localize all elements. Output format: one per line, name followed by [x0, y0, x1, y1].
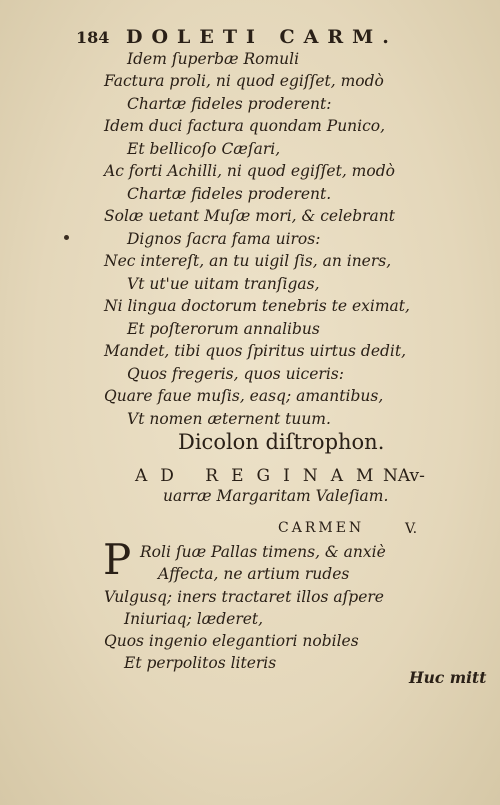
- poem-line: Et bellicoſo Cæſari,: [127, 140, 281, 158]
- poem-line: Nec intereſt, an tu uigil ſis, an iners,: [104, 252, 392, 270]
- drop-cap: P: [103, 535, 132, 584]
- poem-line: Affecta, ne artium rudes: [158, 565, 350, 583]
- poem-line: Quos fregeris, quos uiceris:: [127, 365, 344, 383]
- carmen-label: CARMEN: [278, 520, 365, 536]
- poem-line: Vt nomen æternent tuum.: [127, 410, 331, 428]
- addressee-continuation: uarræ Margaritam Valeſiam.: [163, 487, 389, 505]
- poem-line: Roli ſuæ Pallas timens, & anxiè: [140, 543, 386, 561]
- poem-line: Et perpolitos literis: [124, 654, 277, 672]
- addressee-heading-end: NAv-: [383, 466, 425, 486]
- poem-line: Vt ut'ue uitam tranſigas,: [127, 275, 320, 293]
- page-number: 184: [76, 28, 110, 47]
- poem-line: Ac forti Achilli, ni quod egiſſet, modò: [104, 162, 395, 180]
- ink-spot: [64, 235, 69, 240]
- poem-line: Mandet, tibi quos ſpiritus uirtus dedit,: [104, 342, 407, 360]
- poem-line: Solæ uetant Muſæ mori, & celebrant: [104, 207, 395, 225]
- poem-line: Quare faue muſis, easq; amantibus,: [104, 387, 384, 405]
- poem-line: Idem ſuperbæ Romuli: [127, 50, 300, 68]
- poem-line: Factura proli, ni quod egiſſet, modò: [104, 72, 384, 90]
- poem-line: Vulgusq; iners tractaret illos aſpere: [104, 588, 384, 606]
- poem-line: Et poſterorum annalibus: [127, 320, 320, 338]
- poem-line: Chartæ fideles proderent:: [127, 95, 332, 113]
- running-title: DOLETI CARM.: [126, 26, 398, 48]
- poem-line: Chartæ fideles proderent.: [127, 185, 332, 203]
- addressee-heading: AD REGINAM: [135, 466, 387, 486]
- section-title: Dicolon diſtrophon.: [178, 430, 385, 454]
- carmen-number: V.: [405, 521, 418, 537]
- poem-line: Ni lingua doctorum tenebris te eximat,: [104, 297, 410, 315]
- catchword: Huc mitt: [409, 668, 487, 687]
- poem-line: Iniuriaq; læderet,: [124, 610, 264, 628]
- poem-line: Quos ingenio elegantiori nobiles: [104, 632, 359, 650]
- poem-line: Dignos ſacra fama uiros:: [127, 230, 321, 248]
- poem-line: Idem duci factura quondam Punico,: [104, 117, 386, 135]
